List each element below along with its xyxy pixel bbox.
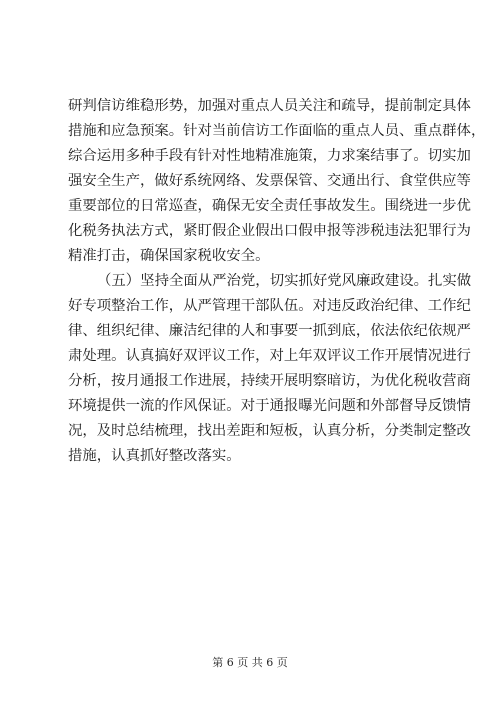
- document-body: [68, 94, 486, 469]
- text-line: 研判信访维稳形势，加强对重点人员关注和疏导，提前制定具体: [68, 98, 471, 114]
- text-line: 强安全生产，做好系统网络、发票保管、交通出行、食堂供应等: [68, 173, 471, 189]
- text-line: 精准打击，确保国家税收安全。: [68, 248, 270, 264]
- text-line: 重要部位的日常巡查，确保无安全责任事故发生。围绕进一步优: [68, 198, 471, 214]
- text-line: 措施和应急预案。针对当前信访工作面临的重点人员、重点群体，: [68, 123, 486, 139]
- section-heading-line: （五）坚持全面从严治党，切实抓好党风廉政建设。扎实做: [97, 273, 472, 289]
- text-line: 措施，认真抓好整改落实。: [68, 448, 241, 464]
- text-line: 肃处理。认真搞好双评议工作，对上年双评议工作开展情况进行: [68, 348, 471, 364]
- page-number-footer: 第 6 页 共 6 页: [212, 656, 288, 669]
- text-line: 化税务执法方式，紧盯假企业假出口假申报等涉税违法犯罪行为: [68, 223, 471, 239]
- text-line: 况，及时总结梳理，找出差距和短板，认真分析，分类制定整改: [68, 423, 471, 439]
- text-line: 好专项整治工作，从严管理干部队伍。对违反政治纪律、工作纪: [68, 298, 471, 314]
- text-line: 分析，按月通报工作进展，持续开展明察暗访，为优化税收营商: [68, 373, 471, 389]
- text-line: 律、组织纪律、廉洁纪律的人和事要一抓到底，依法依纪依规严: [68, 323, 471, 339]
- text-line: 环境提供一流的作风保证。对于通报曝光问题和外部督导反馈情: [68, 398, 471, 414]
- text-line: 综合运用多种手段有针对性地精准施策，力求案结事了。切实加: [68, 148, 471, 164]
